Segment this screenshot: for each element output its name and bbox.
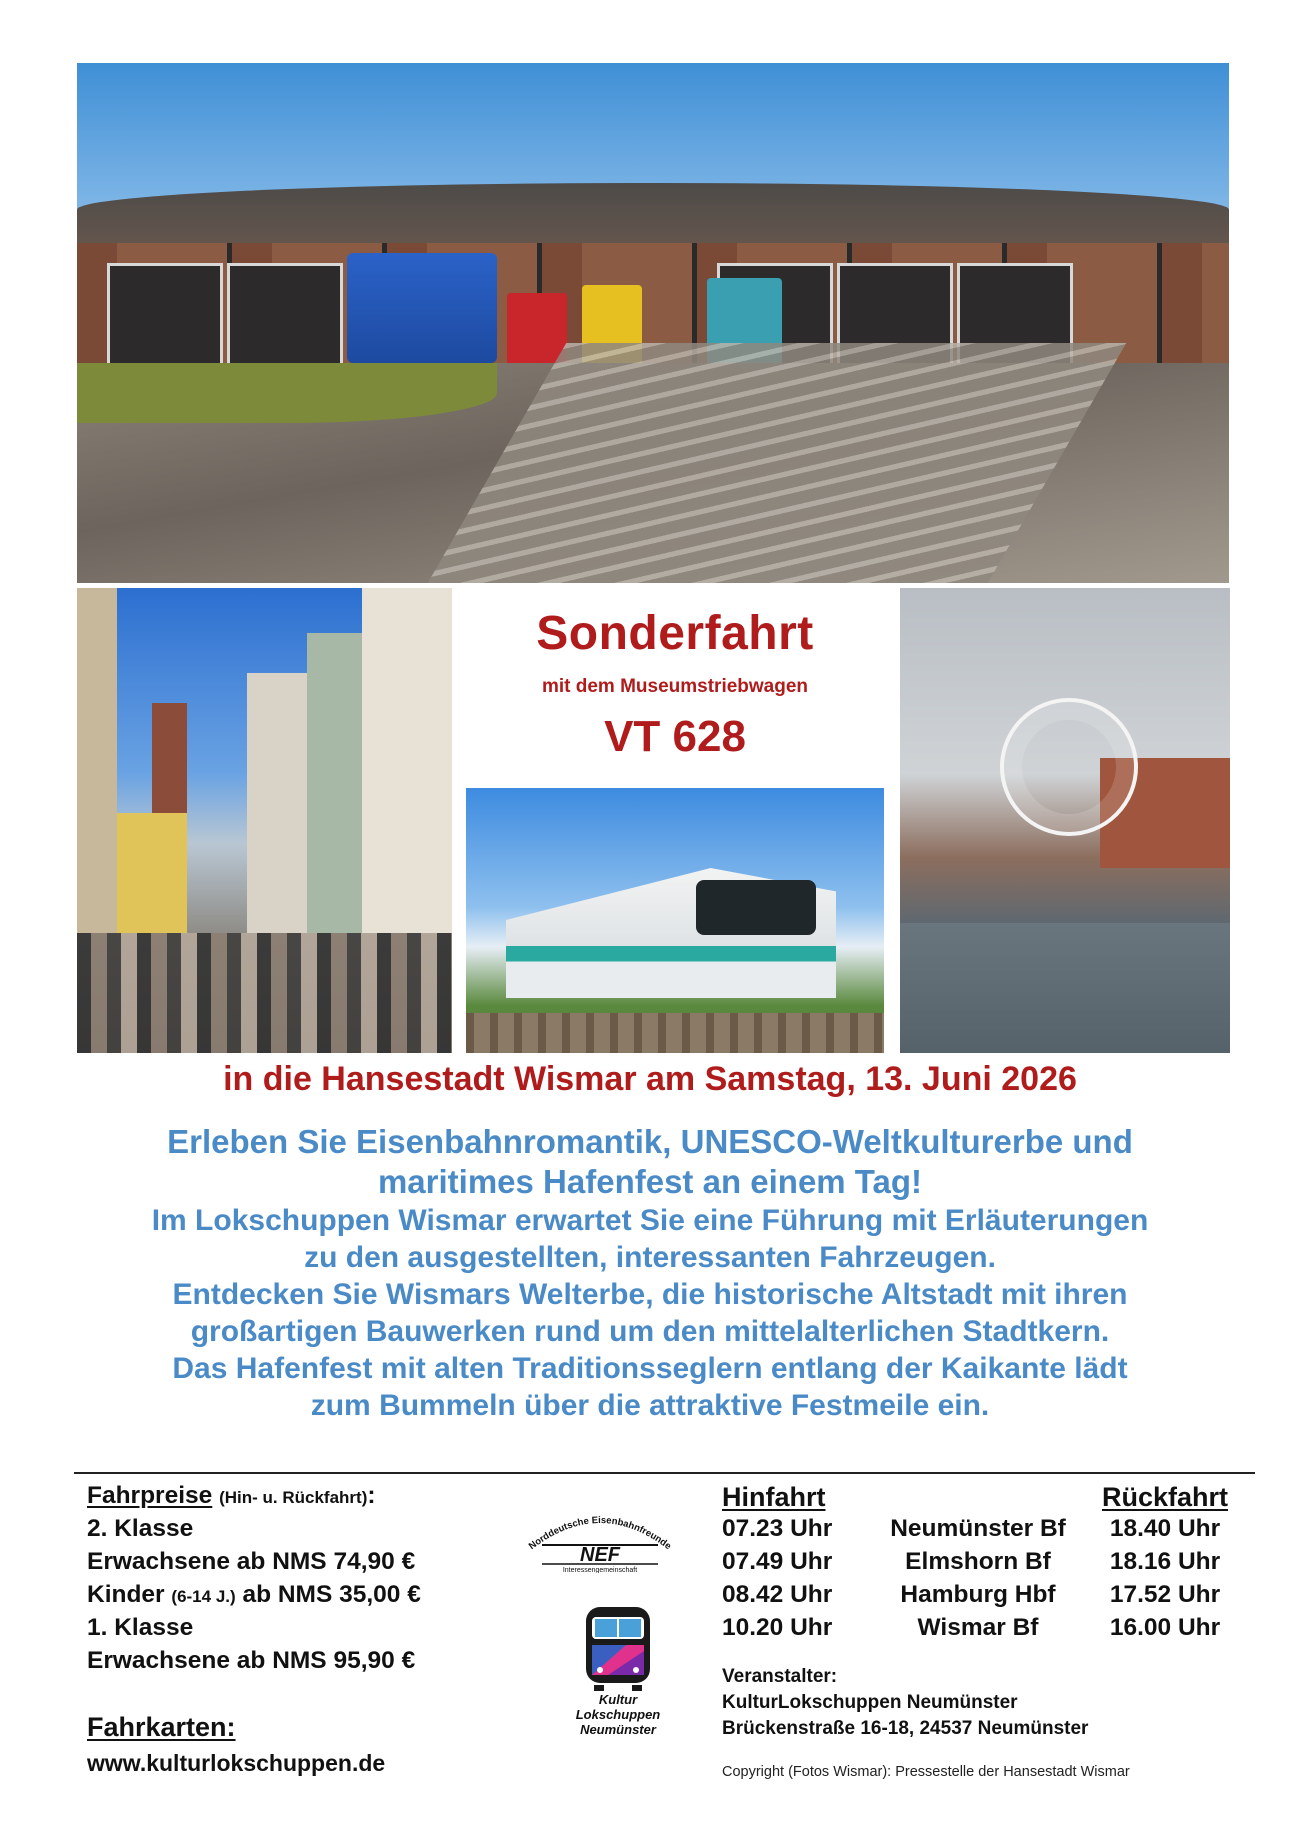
vehicle-name: VT 628 [604,712,746,761]
station-name: Wismar Bf [917,1614,1039,1641]
child-price: ab NMS 35,00 € [242,1581,421,1608]
harbour-ferris-wheel-photo [900,588,1230,1053]
fares-heading [87,1482,376,1510]
fares-colon: : [367,1482,376,1509]
class2-label: 2. Klasse [87,1515,194,1542]
return-time: 18.16 Uhr [1109,1548,1221,1575]
body-line: Das Hafenfest mit alten Traditionsseglern entlang der Kaikante lädt [172,1352,1128,1385]
child-age-note: (6-14 J.) [171,1587,236,1606]
body-line: großartigen Bauwerken rund um den mittelalterlichen Stadtkern. [190,1315,1110,1348]
body-line: Im Lokschuppen Wismar erwartet Sie eine Führung mit Erläuterungen [151,1204,1149,1237]
fares-title: Fahrpreise [87,1482,213,1509]
nef-sub-text: Interessengemeinschaft [562,1567,638,1573]
return-time: 17.52 Uhr [1109,1581,1221,1608]
station-name: Neumünster Bf [890,1515,1066,1542]
body-line: zu den ausgestellten, interessanten Fahrzeugen. [304,1241,996,1274]
organizer-name: KulturLokschuppen Neumünster [722,1692,1018,1713]
page-title: Sonderfahrt [536,607,814,660]
lead-line: Erleben Sie Eisenbahnromantik, UNESCO-Weltkulturerbe und [167,1123,1133,1160]
kls-line: Kultur [598,1692,638,1707]
return-time: 16.00 Uhr [1109,1614,1221,1641]
old-town-street-photo [77,588,452,1053]
nef-arc-text: Norddeutsche Eisenbahnfreunde [526,1514,674,1553]
outbound-heading: Hinfahrt [722,1482,826,1512]
class2-adult-price: Erwachsene ab NMS 74,90 € [87,1548,416,1575]
lead-line: maritimes Hafenfest an einem Tag! [377,1163,923,1200]
outbound-time: 07.49 Uhr [722,1548,833,1575]
fares-note: (Hin- u. Rückfahrt) [219,1488,368,1507]
page-subtitle: mit dem Museumstriebwagen [541,676,809,697]
tickets-url[interactable]: www.kulturlokschuppen.de [87,1750,386,1776]
trip-headline: in die Hansestadt Wismar am Samstag, 13. Juni 2026 [223,1060,1077,1098]
tickets-heading: Fahrkarten: [87,1712,236,1742]
section-divider [74,1472,1255,1474]
return-heading: Rückfahrt [1101,1482,1229,1512]
vt628-train-photo [466,788,884,1053]
outbound-time: 08.42 Uhr [722,1581,833,1608]
body-line: zum Bummeln über die attraktive Festmeile ein. [310,1389,990,1422]
return-time: 18.40 Uhr [1109,1515,1221,1542]
outbound-time: 07.23 Uhr [722,1515,833,1542]
kls-line: Lokschuppen [575,1707,661,1722]
roundhouse-photo [77,63,1229,583]
kulturlokschuppen-logo-text [545,1692,691,1737]
description [60,1122,1240,1424]
class1-label: 1. Klasse [87,1614,194,1641]
organizer-address: Brückenstraße 16-18, 24537 Neumünster [722,1718,1089,1739]
organizer-label: Veranstalter: [722,1666,838,1687]
body-line: Entdecken Sie Wismars Welterbe, die historische Altstadt mit ihren [172,1278,1128,1311]
kls-line: Neumünster [580,1722,656,1737]
station-name: Hamburg Hbf [900,1581,1056,1608]
station-name: Elmshorn Bf [905,1548,1051,1575]
outbound-time: 10.20 Uhr [722,1614,833,1641]
class2-child-price [87,1581,421,1609]
nef-logo [520,1503,680,1573]
class1-adult-price: Erwachsene ab NMS 95,90 € [87,1647,416,1674]
nef-mark: NEF [580,1544,620,1566]
copyright-note: Copyright (Fotos Wismar): Pressestelle der Hansestadt Wismar [722,1764,1130,1780]
child-label: Kinder [87,1581,165,1608]
